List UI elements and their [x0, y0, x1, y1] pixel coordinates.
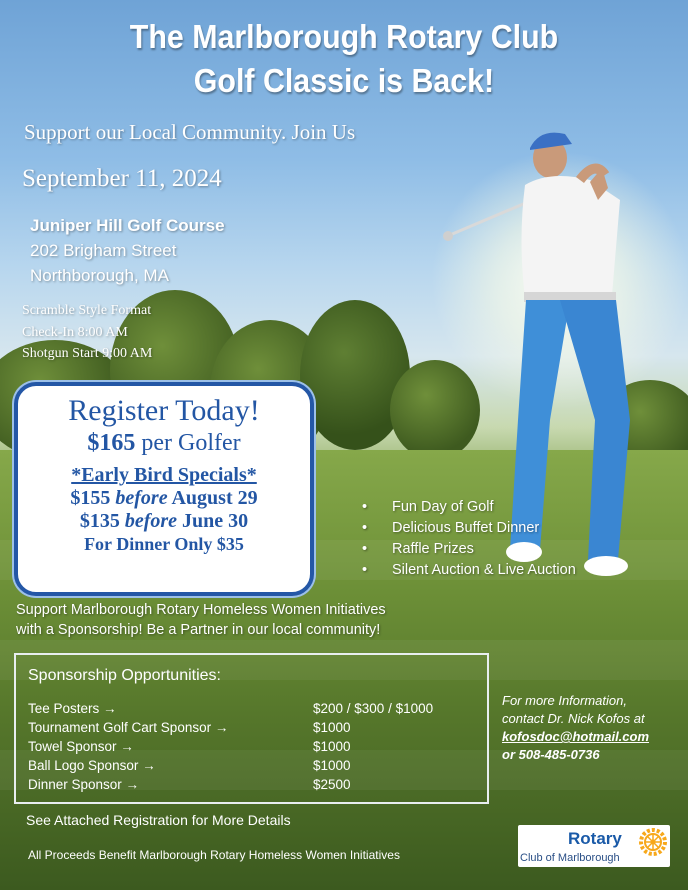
contact-line-1: For more Information, [502, 693, 627, 708]
sponsorship-price: $1000 [313, 758, 351, 773]
register-box [14, 382, 314, 596]
contact-phone: or 508-485-0736 [502, 747, 600, 762]
rotary-logo-sub: Club of Marlborough [520, 852, 620, 864]
title-line-1: The Marlborough Rotary Club [129, 18, 559, 55]
sponsorship-price: $2500 [313, 777, 351, 792]
sponsorship-row [28, 720, 478, 738]
contact-info [502, 692, 649, 764]
sponsorship-title: Sponsorship Opportunities: [28, 667, 221, 684]
venue-city: Northborough, MA [30, 266, 169, 285]
rotary-logo [518, 825, 670, 867]
dinner-only-price: For Dinner Only $35 [84, 534, 244, 554]
sponsorship-row [28, 701, 478, 719]
tagline: Support our Local Community. Join Us [24, 120, 356, 144]
rotary-wheel-icon [638, 827, 668, 857]
sponsorship-name: Tee Posters → [28, 701, 117, 716]
rotary-logo-name: Rotary [568, 829, 622, 848]
see-details-text: See Attached Registration for More Details [26, 812, 291, 828]
checkin-text: Check-In 8:00 AM [22, 325, 128, 340]
eb2-date: June 30 [177, 510, 249, 532]
list-item: • Fun Day of Golf [360, 497, 576, 518]
sponsorship-box [14, 653, 489, 804]
eb1-date: August 29 [167, 487, 258, 509]
proceeds-text: All Proceeds Benefit Marlborough Rotary Homeless Women Initiatives [28, 848, 400, 862]
sponsorship-row [28, 739, 478, 757]
title-line-2: Golf Classic is Back! [193, 62, 495, 99]
sponsorship-row [28, 758, 478, 776]
contact-line-2: contact Dr. Nick Kofos at [502, 711, 645, 726]
sponsorship-price: $1000 [313, 739, 351, 754]
sponsorship-name: Dinner Sponsor → [28, 777, 140, 792]
list-item: • Silent Auction & Live Auction [360, 560, 576, 581]
highlights-list [360, 497, 576, 581]
sponsorship-row [28, 777, 478, 795]
eb2-before: before [124, 510, 178, 532]
sponsorship-price: $200 / $300 / $1000 [313, 701, 434, 716]
support-line-2: with a Sponsorship! Be a Partner in our local community! [16, 622, 381, 638]
sponsorship-name: Ball Logo Sponsor → [28, 758, 156, 773]
list-item: • Delicious Buffet Dinner [360, 518, 576, 539]
early-bird-1 [18, 487, 310, 510]
golfer-price [18, 430, 310, 457]
sponsorship-price: $1000 [313, 720, 351, 735]
venue-street: 202 Brigham Street [30, 241, 177, 260]
format-text: Scramble Style Format [22, 303, 152, 318]
eb2-price: $135 [79, 510, 125, 532]
support-text [16, 600, 386, 640]
contact-email-link[interactable]: kofosdoc@hotmail.com [502, 729, 650, 744]
sponsorship-name: Tournament Golf Cart Sponsor → [28, 720, 229, 735]
list-item: • Raffle Prizes [360, 539, 576, 560]
eb1-price: $155 [70, 487, 116, 509]
venue-name: Juniper Hill Golf Course [30, 216, 225, 235]
sponsorship-name: Towel Sponsor → [28, 739, 134, 754]
event-date: September 11, 2024 [22, 165, 222, 192]
shotgun-text: Shotgun Start 9:00 AM [22, 346, 153, 361]
early-bird-2 [18, 510, 310, 533]
eb1-before: before [115, 487, 168, 509]
register-title: Register Today! [68, 394, 260, 427]
support-line-1: Support Marlborough Rotary Homeless Women Initiatives [16, 602, 386, 618]
golfer-price-unit: per Golfer [135, 430, 241, 456]
golfer-price-amount: $165 [87, 430, 136, 456]
early-bird-heading: *Early Bird Specials* [71, 464, 257, 486]
